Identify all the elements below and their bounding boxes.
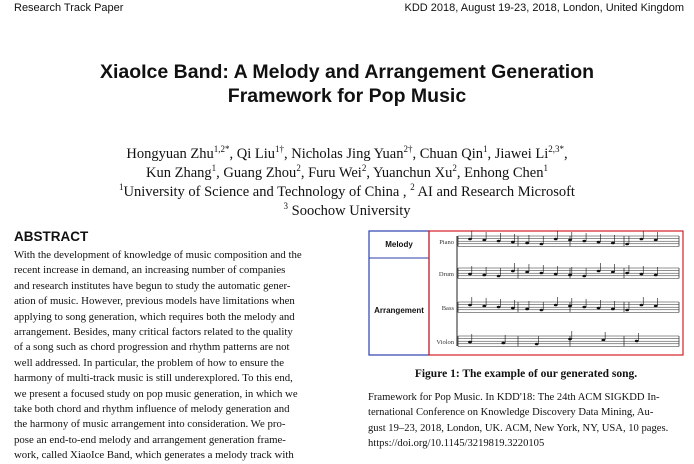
note-head <box>654 274 658 277</box>
note-head <box>511 307 515 310</box>
authors-line-1: Hongyuan Zhu$^{1,2*}$, Qi Liu$^{1\dagger}$, Nicholas Jing Yuan$^{2\dagger}$, Chuan Qin$^1$, Jiawei $Li^{2,3*}$, <box>126 144 568 162</box>
author-name: Guang Zhou <box>223 165 297 181</box>
melody-arrangement-box <box>369 231 429 355</box>
note-head <box>601 339 605 342</box>
note-head <box>625 309 629 312</box>
author-name: Kun Zhang <box>146 165 212 181</box>
abstract-line: recent increase in demand, an increasing number of companies <box>14 264 286 277</box>
note-head <box>611 271 615 274</box>
title-line-2: Framework for Pop Music <box>227 85 467 107</box>
score-box <box>429 231 683 355</box>
abstract-line: work, called XiaoIce Band, which generates a melody track with <box>14 449 294 462</box>
author-name: Chuan Qin <box>419 146 483 162</box>
note-head <box>597 241 601 244</box>
note-head <box>654 239 658 242</box>
note-head <box>597 307 601 310</box>
note-head <box>582 240 586 243</box>
abstract-body <box>14 248 340 464</box>
note-head <box>468 238 472 241</box>
arrangement-label: Arrangement <box>374 306 424 315</box>
author-sup: 1 <box>211 163 217 173</box>
instrument-label-violon: Violon <box>436 339 454 346</box>
instrument-label-piano: Piano <box>439 239 454 246</box>
note-head <box>640 238 644 241</box>
note-head <box>611 308 615 311</box>
note-head <box>540 243 544 246</box>
author-sup: 1 <box>543 163 548 173</box>
note-head <box>497 275 501 278</box>
note-head <box>482 239 486 242</box>
authors-line-2: Kun Zhang$^1$, Guang Zhou$^2$, Furu Wei$^2$, Yuanchun Xu$^2$, Enhong Chen$^1$ <box>146 163 548 181</box>
affiliation-1: University of Science and Technology of China , <box>123 184 407 200</box>
affiliation-sup: 3 <box>283 201 289 211</box>
note-head <box>635 340 639 343</box>
affiliation-sup: 1 <box>119 182 124 192</box>
abstract-line: applying to song generation, which requires both the melody and <box>14 310 295 323</box>
note-head <box>482 305 486 308</box>
note-head <box>540 272 544 275</box>
note-head <box>611 242 615 245</box>
reference-line: Framework for Pop Music. In KDD'18: The 24th ACM SIGKDD In- <box>368 392 660 403</box>
note-head <box>535 343 539 346</box>
abstract-line: and research institutes have begun to study the automatic gener- <box>14 279 291 292</box>
running-header-right: KDD 2018, August 19-23, 2018, London, United Kingdom <box>404 2 684 14</box>
instrument-label-drum: Drum <box>438 271 454 278</box>
title-line-1: XiaoIce Band: A Melody and Arrangement Generation <box>99 61 595 83</box>
note-head <box>640 273 644 276</box>
figure-1 <box>368 230 684 356</box>
abstract-line: we present a focused study on pop music generation, in which we <box>14 387 298 400</box>
abstract-line: harmony of multi-track music is still underexplored. To this end, <box>14 372 293 385</box>
note-head <box>511 241 515 244</box>
note-head <box>554 273 558 276</box>
note-head <box>525 242 529 245</box>
affiliations-line-2 <box>0 202 694 221</box>
reference-line: ternational Conference on Knowledge Discovery Data Mining, Au- <box>368 407 654 419</box>
note-head <box>582 275 586 278</box>
reference-line: gust 19–23, 2018, London, UK. ACM, New York, NY, USA, 10 pages. <box>368 422 669 434</box>
note-head <box>468 341 472 344</box>
staves <box>457 231 679 346</box>
author-sup: 2 <box>361 163 367 173</box>
author-sup: 2 <box>296 163 301 173</box>
note-head <box>554 238 558 241</box>
author-name: Qi Liu <box>236 146 275 162</box>
author-name: Nicholas Jing Yuan <box>291 146 404 162</box>
music-score-figure <box>368 230 684 356</box>
note-head <box>540 309 544 312</box>
note-head <box>501 342 505 345</box>
note-head <box>654 305 658 308</box>
author-sup: 2,3* <box>548 144 565 154</box>
note-head <box>497 240 501 243</box>
note-head <box>511 270 515 273</box>
note-head <box>482 274 486 277</box>
author-name: Jiawei Li <box>494 146 549 162</box>
abstract-line: of a song such as chord progression and rhythm patterns are not <box>14 341 290 354</box>
acm-reference-format <box>368 390 688 452</box>
note-head <box>568 338 572 341</box>
note-head <box>640 304 644 307</box>
note-head <box>568 239 572 242</box>
author-sup: 1 <box>482 144 488 154</box>
abstract-line: arrangement. Besides, many critical factors related to the quality <box>14 326 293 339</box>
running-header-left: Research Track Paper <box>14 2 124 14</box>
note-head <box>568 305 572 308</box>
abstract-line: take both chord and rhythm influence of melody generation and <box>14 403 290 416</box>
author-name: Yuanchun Xu <box>373 165 453 181</box>
author-sup: 1† <box>275 144 284 154</box>
note-head <box>568 274 572 277</box>
author-sup: 1,2* <box>213 144 230 154</box>
affiliation-3: Soochow University <box>291 203 411 219</box>
note-head <box>625 272 629 275</box>
author-sup: 2† <box>403 144 413 154</box>
note-head <box>597 270 601 273</box>
abstract-line: pose an end-to-end melody and arrangement generation frame- <box>14 433 286 446</box>
melody-label: Melody <box>385 240 413 249</box>
note-head <box>468 273 472 276</box>
figure-caption: Figure 1: The example of our generated song. <box>414 368 638 380</box>
note-head <box>525 308 529 311</box>
affiliation-2: AI and Research Microsoft <box>417 184 575 200</box>
author-sup: 2 <box>452 163 457 173</box>
affiliations-line-1 <box>0 183 694 202</box>
instrument-label-bass: Bass <box>441 305 454 312</box>
note-head <box>625 243 629 246</box>
abstract-line: With the development of knowledge of music composition and the <box>14 249 302 261</box>
note-head <box>582 306 586 309</box>
note-head <box>554 304 558 307</box>
abstract-line: ation of music. However, previous models have limitations when <box>14 295 295 308</box>
note-head <box>497 306 501 309</box>
abstract-line: well addressed. In particular, the problem of how to ensure the <box>14 356 285 369</box>
author-name: Hongyuan Zhu <box>126 146 214 162</box>
paper-title <box>0 60 694 108</box>
affiliation-sup: 2 <box>410 182 415 192</box>
author-name: Furu Wei <box>308 165 362 181</box>
author-name: Enhong Chen <box>464 165 544 181</box>
note-head <box>468 304 472 307</box>
author-block <box>0 145 694 221</box>
reference-line: https://doi.org/10.1145/3219819.3220105 <box>368 438 545 450</box>
abstract-line: the harmony of music arrangement into consideration. We pro- <box>14 418 286 431</box>
note-head <box>525 271 529 274</box>
abstract-heading: ABSTRACT <box>14 229 89 244</box>
